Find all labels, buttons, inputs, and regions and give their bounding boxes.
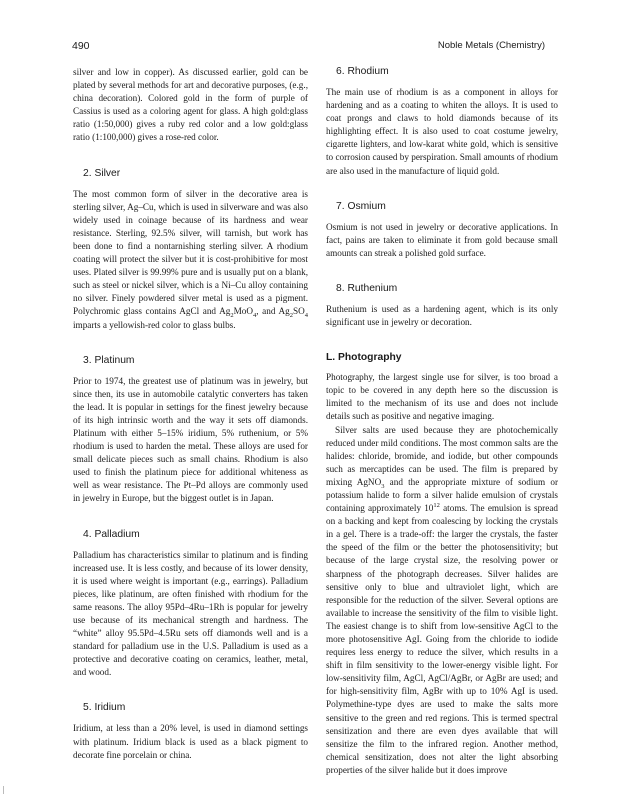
right-column <box>326 66 558 777</box>
page-header <box>72 40 545 54</box>
platinum-paragraph: Prior to 1974, the greatest use of platinum was in jewelry, but since then, its use in automobile catalytic converters has taken the lead. It is popular in settings for the finest jewelry because of its high intrinsic worth and the way it sets off diamonds. Platinum with either 5–15% iridium, 5% ruthenium, or 5% rhodium is used to harden the metal. These alloys are used for small delicate pieces such as small chains. Rhodium is also used to finish the platinum piece for additional whiteness as well as wear resistance. The Pt–Pd alloys are commonly used in jewelry in Europe, but the biggest outlet is in Japan. <box>73 375 308 504</box>
gold-tail-paragraph: silver and low in copper). As discussed earlier, gold can be plated by several methods for art and decorative purposes, (e.g., china decoration). Colored gold in the form of purple of Cassius is used as a coloring agent for glass. A high gold:glass ratio (1:50,000) gives a ruby red color and a low gold:glass ratio (1:100,000) gives a rose-red color. <box>73 67 308 143</box>
section-heading-silver: 2. Silver <box>83 167 121 179</box>
iridium-paragraph: Iridium, at less than a 20% level, is used in diamond settings with platinum. Iridium black is used as a black pigment to decorate fine porcelain or china. <box>73 723 308 760</box>
section-heading-palladium: 4. Palladium <box>83 528 140 540</box>
section-heading-iridium: 5. Iridium <box>83 702 126 714</box>
photography-paragraph-2: Silver salts are used because they are photochemically reduced under mild conditions. The most common salts are the halides: chloride, bromide, and iodide, but other compounds such as mercaptides can be used. The film is prepared by mixing AgNO$_3$ and the appropriate mixture of sodium or potassium halide to form a silver halide emulsion of crystals containing approximately $10^{12}$ atoms. The emulsion is spread on a backing and kept from coalescing by locking the crystals in a gel. There is a trade-off: the larger the crystals, the faster the speed of the film or the better the photosensitivity; but because of the large crystal size, the resolving power or sharpness of the photograph decreases. Silver halides are sensitive only to blue and ultraviolet light, which are responsible for the reduction of the silver. Several options are available to increase the sensitivity of the film to visible light. The easiest change is to shift from low-sensitive AgCl to the more photosensitive AgI. Going from the chloride to iodide requires less energy to reduce the silver, which results in a shift in film sensitivity to the lower-energy visible light. For low-sensitivity film, AgCl, AgCl/AgBr, or AgBr are used; and for high-sensitivity film, AgBr with up to 10% AgI is used. Polymethine-type dyes are used to make the salts more sensitive to the green and red regions. This is termed spectral sensitization and there are even dyes available that will sensitize the film to the infrared region. Another method, chemical sensitization, does not alter the light absorbing properties of the silver halide but it does improve <box>326 424 559 775</box>
silver-paragraph: The most common form of silver in the decorative area is sterling silver, Ag–Cu, which is used in silverware and was also widely used in coinage because of its hardness and wear resistance. Sterling, 92.5% silver, will tarnish, but work has been done to find a nontarnishing sterling silver. A rhodium coating will protect the silver but it is cost-prohibitive for most uses. Plated silver is 99.99% pure and is usually put on a blank, such as steel or nickel silver, which is a Ni–Cu alloy containing no silver. Finely powdered silver metal is used as a pigment. Polychromic glass contains AgCl and $Ag_2MoO_4$, and $Ag_2SO_4$ imparts a yellowish-red color to glass bulbs. <box>73 188 308 330</box>
left-column <box>73 66 308 762</box>
section-heading-rhodium: 6. Rhodium <box>336 66 389 77</box>
ruthenium-paragraph: Ruthenium is used as a hardening agent, which is its only significant use in jewelry or decoration. <box>326 303 558 328</box>
section-heading-platinum: 3. Platinum <box>83 354 135 366</box>
running-title: Noble Metals (Chemistry) <box>437 40 545 51</box>
page-corner-mark <box>3 786 8 794</box>
rhodium-paragraph: The main use of rhodium is as a component in alloys for hardening and as a coating to whiten the alloys. It is used to coat prongs and claws to hold diamonds because of its highlighting effect. It is also used to coat costume jewelry, cigarette lighters, and low-karat white gold, which is sensitive to corrosion caused by perspiration. Small amounts of rhodium are also used in the manufacture of liquid gold. <box>326 87 558 176</box>
section-heading-photography: L. Photography <box>326 352 402 364</box>
section-heading-osmium: 7. Osmium <box>336 200 386 212</box>
page-number: 490 <box>72 40 90 52</box>
photography-paragraph-1: Photography, the largest single use for silver, is too broad a topic to be covered in any depth here so the discussion is limited to the mechanism of its use and does not include details such as positive and negative imaging. <box>326 372 558 422</box>
osmium-paragraph: Osmium is not used in jewelry or decorative applications. In fact, pains are taken to eliminate it from gold because small amounts can streak a polished gold surface. <box>326 221 558 258</box>
palladium-paragraph: Palladium has characteristics similar to platinum and is finding increased use. It is less costly, and because of its lower density, it is used where weight is important (e.g., earrings). Palladium pieces, like platinum, are often finished with rhodium for the same reasons. The alloy 95Pd–4Ru–1Rh is popular for jewelry use because of its mechanical strength and hardness. The “white” alloy 95.5Pd–4.5Ru sets off diamonds well and is a standard for palladium use in the U.S. Palladium is used as a protective and decorative coating on ceramics, leather, metal, and wood. <box>73 549 308 678</box>
section-heading-ruthenium: 8. Ruthenium <box>336 282 398 294</box>
